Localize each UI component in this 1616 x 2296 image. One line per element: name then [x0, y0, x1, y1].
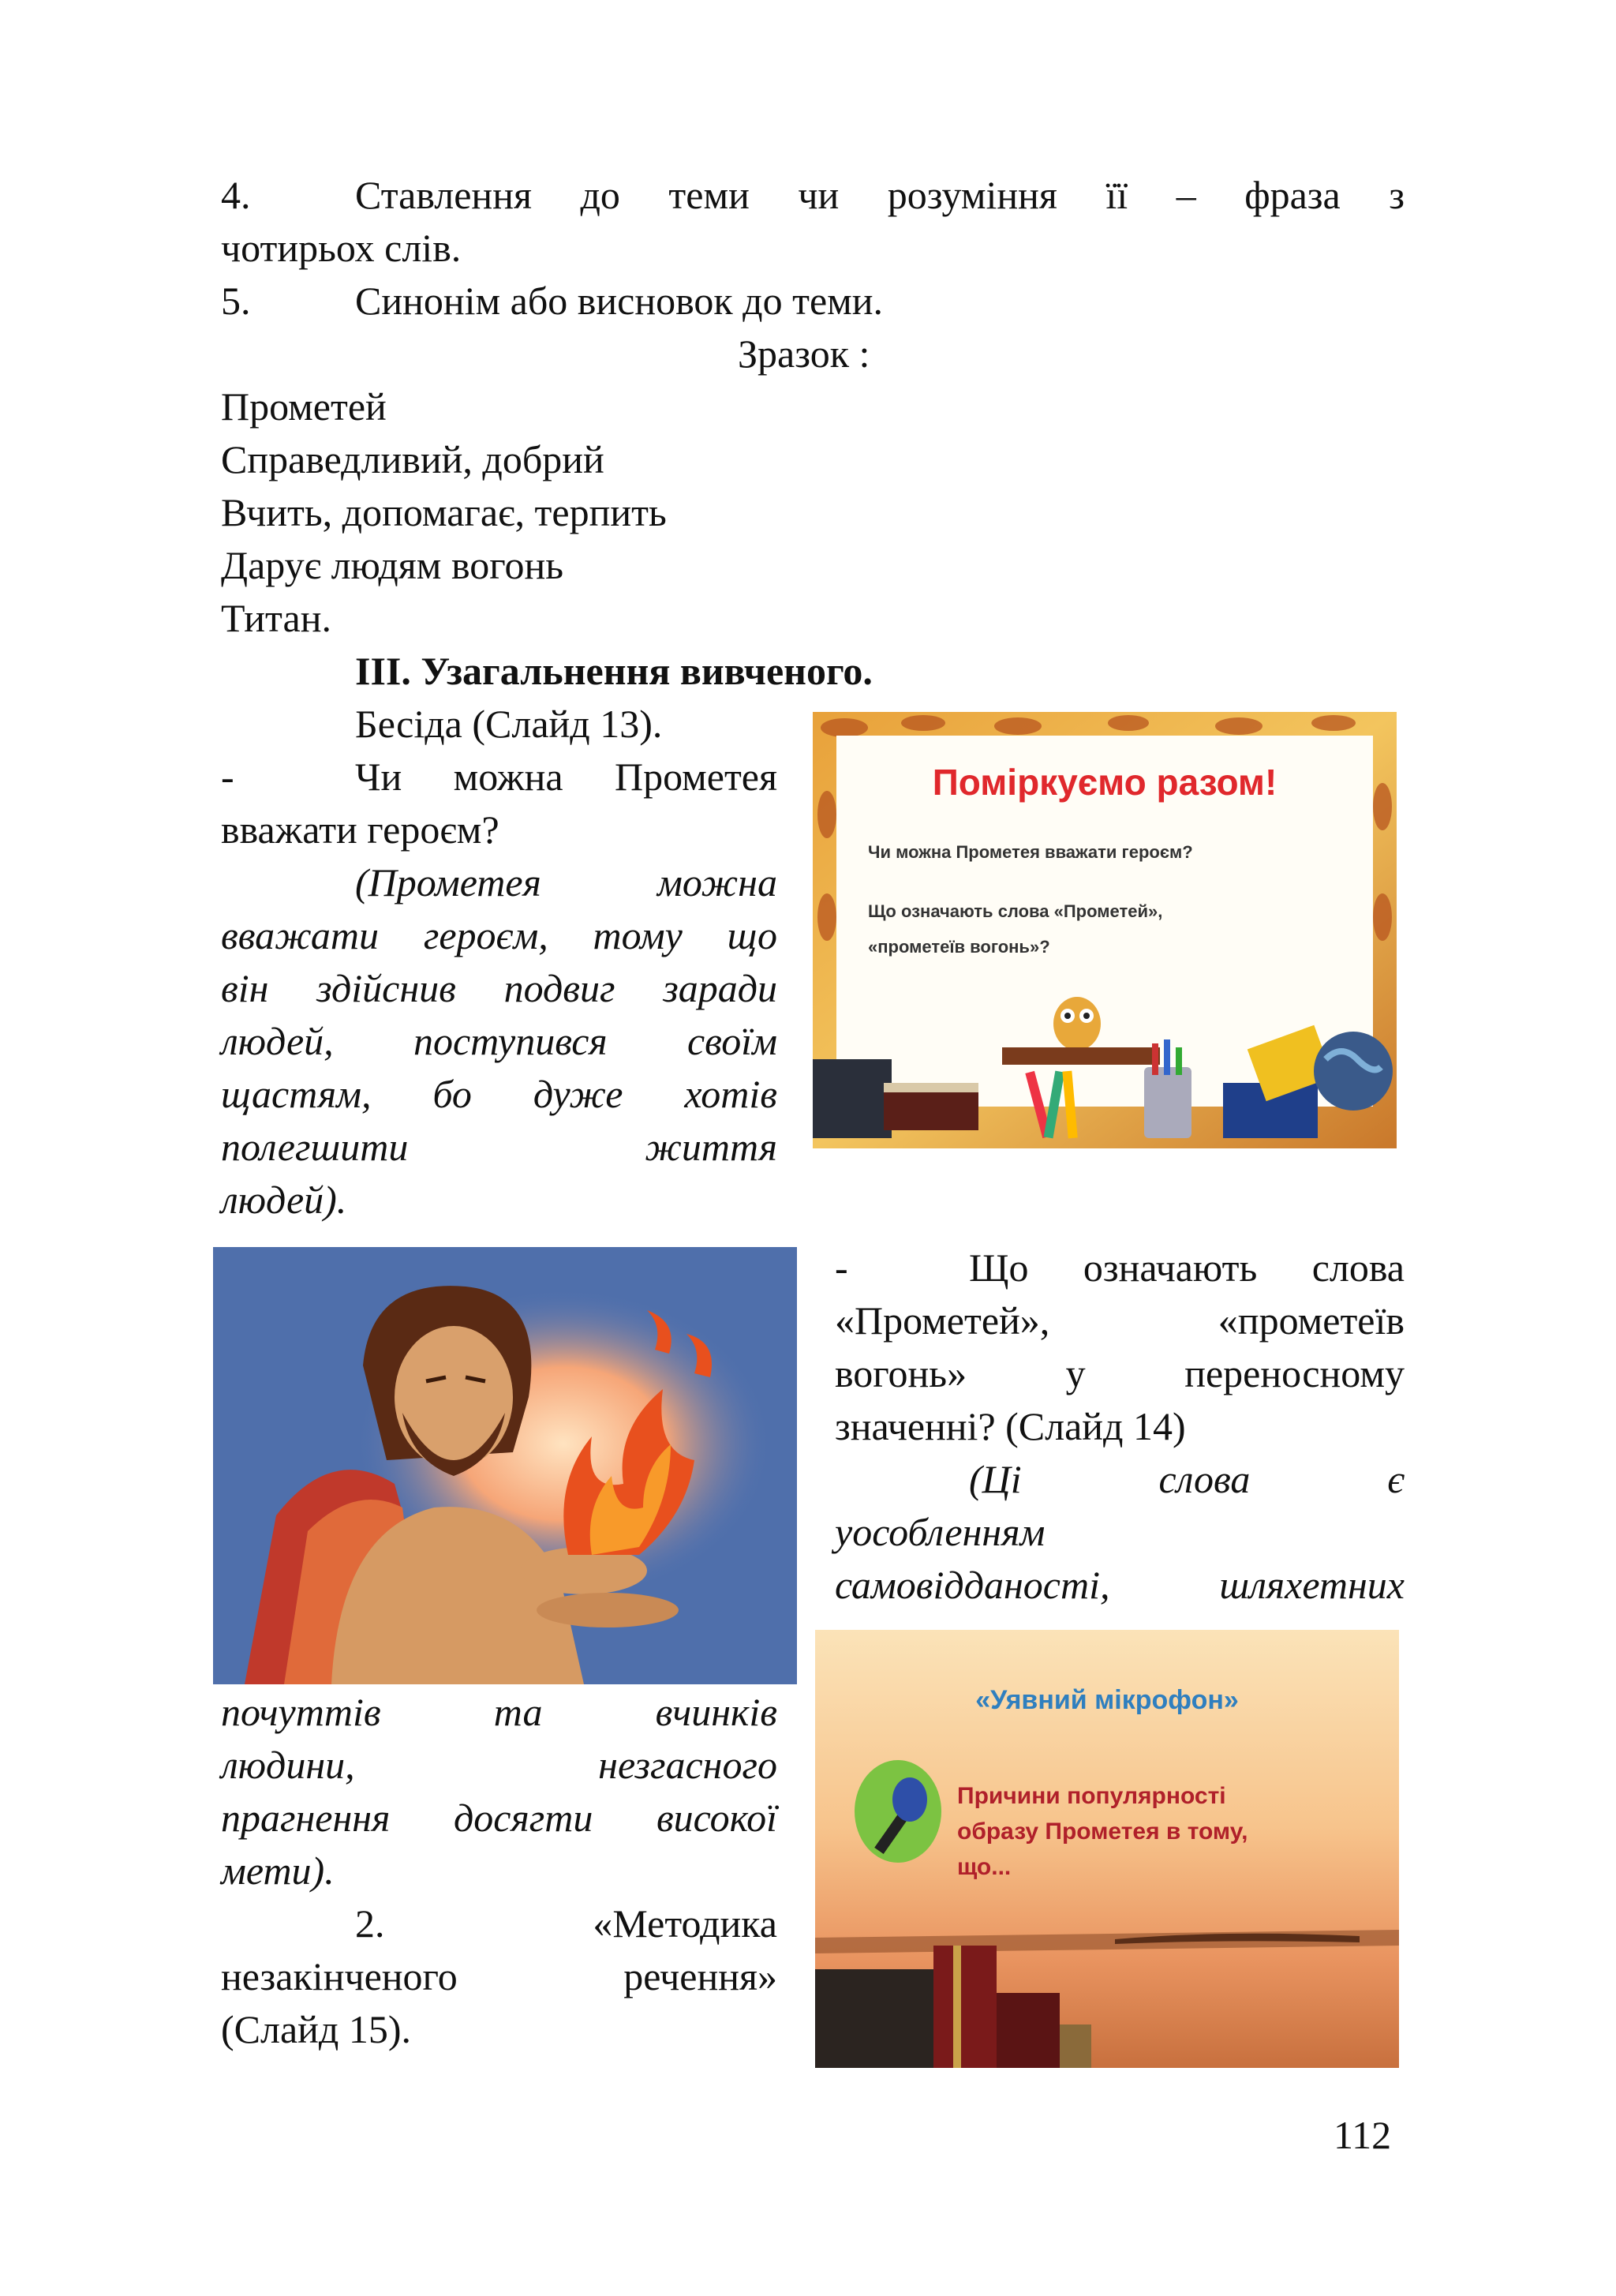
question-2-line2: «Прометей», «прометеїв: [835, 1298, 1405, 1343]
conversation-intro: Бесіда (Слайд 13).: [355, 702, 663, 746]
slide-13-image: [813, 712, 1397, 1148]
list-item-4-line2: чотирьох слів.: [221, 226, 462, 270]
sample-line-2: Справедливий, добрий: [221, 437, 604, 481]
answer-2-line1: (Ці слова є: [969, 1457, 1405, 1501]
method-item-line2: незакінченого речення»: [221, 1954, 777, 1998]
sample-line-3: Вчить, допомагає, терпить: [221, 490, 667, 534]
answer-2-cont-line4: мети).: [221, 1848, 335, 1893]
sample-line-5: Титан.: [221, 596, 331, 640]
question-2-line3: вогонь» у переносному: [835, 1351, 1405, 1395]
answer-1-line6: полегшити життя: [221, 1125, 777, 1169]
answer-1-line4: людей, поступився своїм: [221, 1019, 777, 1063]
list-number-4: 4.: [221, 173, 251, 217]
list-item-5-text: Синонім або висновок до теми.: [355, 279, 884, 323]
sample-line-4: Дарує людям вогонь: [221, 543, 564, 587]
question-1-line2: вважати героєм?: [221, 807, 499, 852]
slide-15-text-line2: образу Прометея в тому,: [957, 1818, 1248, 1845]
question-2-line1: Що означають слова: [969, 1245, 1405, 1290]
answer-2-cont-line2: людини, незгасного: [221, 1743, 777, 1787]
slide-13-question-2-line1: Що означають слова «Прометей»,: [868, 901, 1163, 921]
answer-2-cont-line1: почуттів та вчинків: [221, 1690, 777, 1734]
question-1-line1: Чи можна Прометея: [355, 755, 777, 799]
page-number: 112: [1334, 2113, 1392, 2157]
slide-15-text-line3: що...: [957, 1854, 1012, 1880]
answer-1-line7: людей).: [221, 1178, 347, 1222]
slide-15-title: «Уявний мікрофон»: [975, 1685, 1239, 1715]
question-2-line4: значенні? (Слайд 14): [835, 1404, 1186, 1448]
question-1-dash: -: [221, 755, 234, 799]
slide-13-question-1: Чи можна Прометея вважати героєм?: [868, 842, 1193, 862]
method-item-line3: (Слайд 15).: [221, 2007, 411, 2051]
list-item-4-line1: Ставлення до теми чи розуміння її – фраза з: [355, 173, 1405, 217]
answer-1-line2: вважати героєм, тому що: [221, 913, 777, 957]
sample-heading: Зразок :: [738, 331, 870, 376]
slide-13-question-2-line2: «прометеїв вогонь»?: [868, 937, 1050, 957]
slide-13-title: Поміркуємо разом!: [932, 762, 1277, 803]
list-number-5: 5.: [221, 279, 251, 323]
owl-icon: [1053, 997, 1101, 1051]
prometheus-image: [213, 1247, 797, 1684]
section-heading: ІІІ. Узагальнення вивченого.: [355, 649, 873, 693]
question-2-dash: -: [835, 1245, 848, 1290]
slide-15-image: [815, 1630, 1399, 2068]
answer-2-cont-line3: прагнення досягти високої: [221, 1796, 777, 1840]
slide-15-text-line1: Причини популярності: [957, 1783, 1226, 1809]
answer-2-line2: уособленням: [835, 1510, 1046, 1554]
sample-line-1: Прометей: [221, 384, 387, 429]
method-item-line1: 2. «Методика: [355, 1901, 777, 1946]
answer-1-line1: (Прометея можна: [355, 860, 777, 905]
answer-2-line3: самовідданості, шляхетних: [835, 1563, 1405, 1607]
answer-1-line5: щастям, бо дуже хотів: [221, 1072, 777, 1116]
answer-1-line3: він здійснив подвиг заради: [221, 966, 777, 1010]
microphone-icon: [855, 1760, 941, 1863]
